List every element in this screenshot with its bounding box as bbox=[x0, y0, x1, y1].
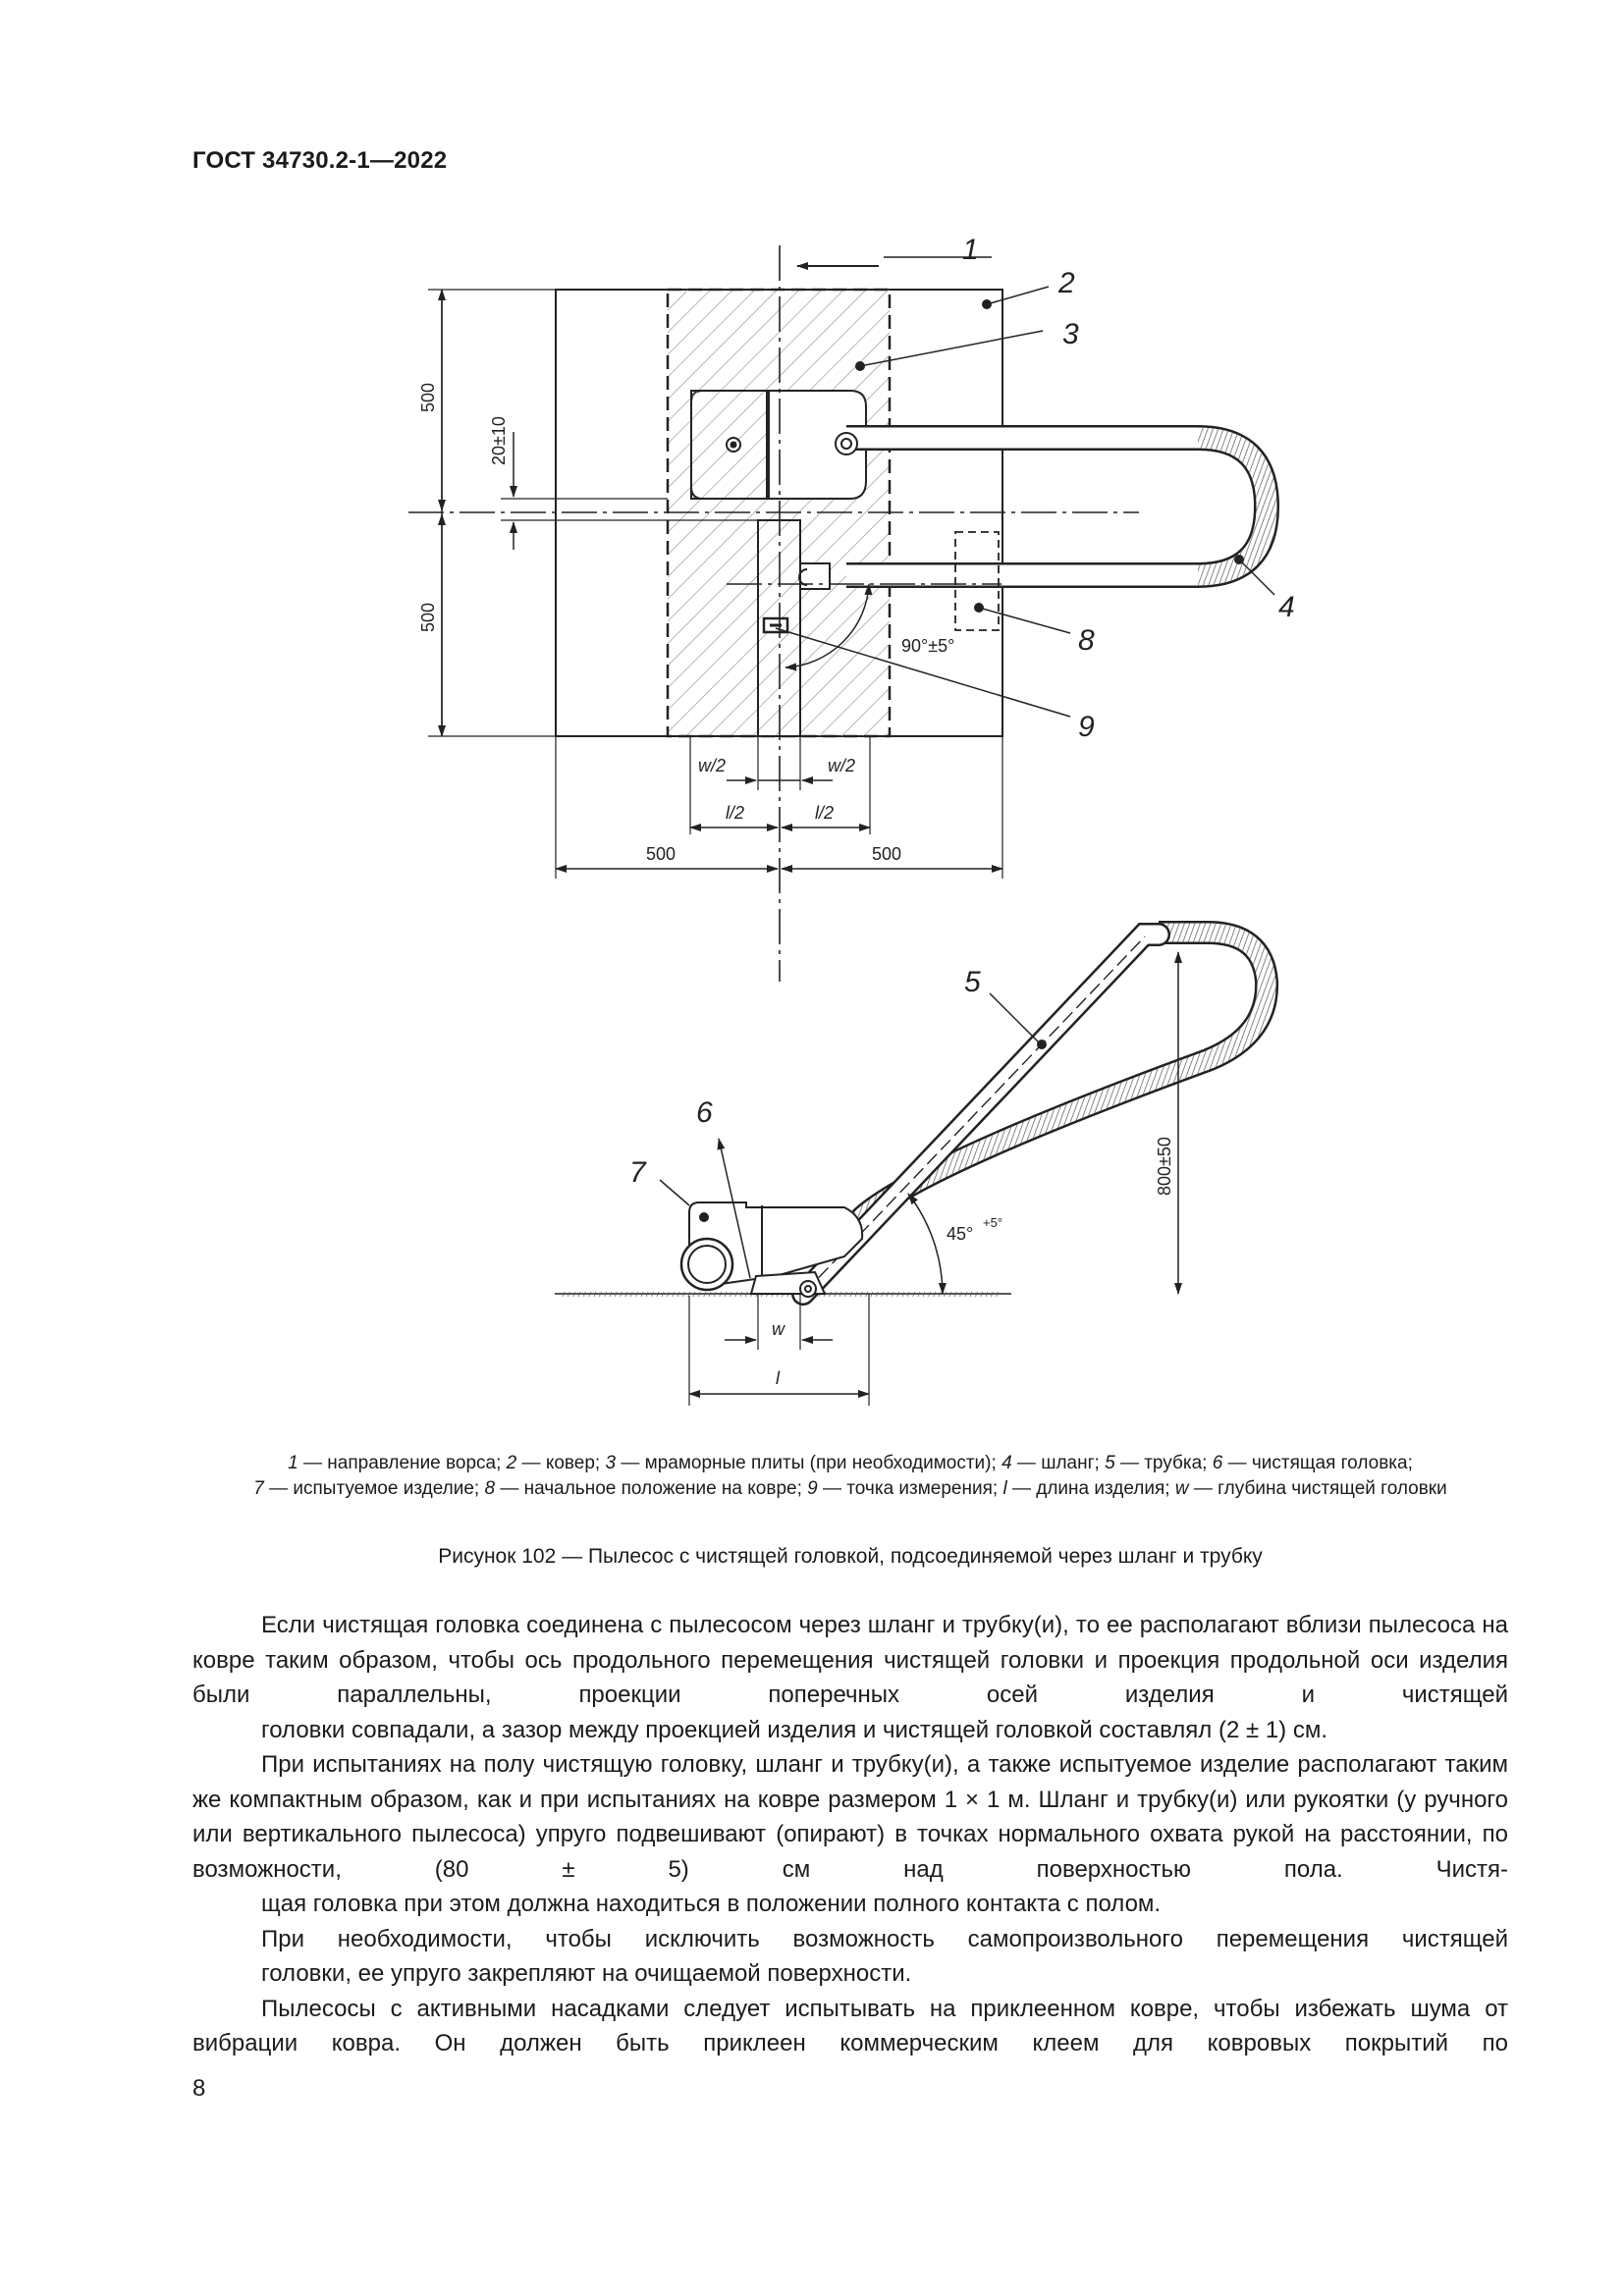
figure-102 bbox=[0, 226, 1624, 1443]
legend-key: 4 bbox=[1001, 1453, 1012, 1473]
dim-500-horizontal-right: 500 bbox=[872, 844, 902, 864]
legend-key: 9 bbox=[807, 1478, 818, 1499]
legend-text: начальное положение на ковре; bbox=[523, 1478, 802, 1499]
page-number: 8 bbox=[192, 2075, 206, 2102]
legend-key: 7 bbox=[253, 1478, 264, 1499]
angle-45-tolerance: +5° bbox=[983, 1215, 1003, 1230]
figure-legend bbox=[192, 1451, 1508, 1502]
legend-text: глубина чистящей головки bbox=[1218, 1478, 1447, 1499]
callout-7: 7 bbox=[629, 1156, 646, 1189]
dim-l-half-left: l/2 bbox=[726, 803, 745, 823]
legend-text: шланг; bbox=[1041, 1453, 1100, 1473]
legend-row-2: 7 — испытуемое изделие; 8 — начальное положение на ковре; 9 — точка измерения; l — длина изделия; w — глубина чистящей головки bbox=[253, 1478, 1447, 1499]
callout-3: 3 bbox=[1062, 318, 1079, 350]
angle-45: 45° bbox=[947, 1224, 974, 1244]
paragraph-3 bbox=[192, 1922, 1508, 1992]
legend-text: чистящая головка; bbox=[1251, 1453, 1413, 1473]
callout-6: 6 bbox=[696, 1096, 713, 1129]
legend-text: ковер; bbox=[545, 1453, 601, 1473]
legend-text: точка измерения; bbox=[846, 1478, 999, 1499]
dim-w: w bbox=[772, 1319, 785, 1339]
legend-key: w bbox=[1174, 1478, 1189, 1499]
callout-9: 9 bbox=[1078, 711, 1095, 743]
legend-key: 8 bbox=[484, 1478, 496, 1499]
dim-500-vertical-top: 500 bbox=[418, 382, 438, 412]
callout-1: 1 bbox=[962, 234, 979, 266]
dim-500-vertical-bottom: 500 bbox=[418, 602, 438, 632]
legend-key: l bbox=[1002, 1478, 1007, 1499]
dim-gap: 20±10 bbox=[489, 416, 509, 465]
paragraph-4 bbox=[192, 1992, 1508, 2061]
paragraph-2-last-line: щая головка при этом должна находиться в положении полного контакта с полом. bbox=[261, 1891, 1162, 1917]
paragraph-1 bbox=[192, 1608, 1508, 1747]
figure-caption: Рисунок 102 — Пылесос с чистящей головкой, подсоединяемой через шланг и трубку bbox=[438, 1545, 1263, 1568]
callout-5: 5 bbox=[964, 966, 981, 998]
callout-8: 8 bbox=[1078, 624, 1095, 657]
legend-text: длина изделия; bbox=[1036, 1478, 1170, 1499]
angle-90: 90°±5° bbox=[901, 636, 955, 656]
hose-top-view bbox=[846, 438, 1267, 575]
paragraph-2 bbox=[192, 1747, 1508, 1922]
paragraph-4-text: Пылесосы с активными насадками следует испытывать на приклеенном ковре, чтобы избежать шума от вибрации ковра. Он должен быть приклеен коммерческим клеем для ковровых покрытий по bbox=[192, 1995, 1508, 2056]
top-view bbox=[408, 245, 1274, 982]
legend-row-1: 1 — направление ворса; 2 — ковер; 3 — мраморные плиты (при необходимости); 4 — шланг; 5 — трубка; 6 — чистящая головка; bbox=[288, 1453, 1413, 1473]
legend-key: 1 bbox=[288, 1453, 298, 1473]
legend-key: 5 bbox=[1105, 1453, 1115, 1473]
callout-2: 2 bbox=[1058, 267, 1075, 299]
dim-w-half-right: w/2 bbox=[828, 756, 856, 775]
paragraph-1-text: Если чистящая головка соединена с пылесосом через шланг и трубку(и), то ее располагают вблизи пылесоса на ковре таким образом, чтобы ось продольного перемещения чистящей головки и проекция продольной оси изделия были параллельны, проекции поперечных осей изделия и чистящей bbox=[192, 1612, 1508, 1708]
paragraph-1-last-line: головки совпадали, а зазор между проекцией изделия и чистящей головкой составлял (2 ± 1) см. bbox=[261, 1716, 1327, 1743]
legend-text: испытуемое изделие; bbox=[293, 1478, 480, 1499]
callout-4: 4 bbox=[1278, 591, 1295, 623]
legend-text: мраморные плиты (при необходимости); bbox=[644, 1453, 997, 1473]
legend-key: 6 bbox=[1212, 1453, 1223, 1473]
dim-height-800: 800±50 bbox=[1155, 1137, 1174, 1196]
paragraph-2-text: При испытаниях на полу чистящую головку, шланг и трубку(и), а также испытуемое изделие располагают таким же компактным образом, как и при испытаниях на ковре размером 1 × 1 м. Шланг и трубку(и) или рукоятки (у ручного или вертикального пылесоса) упруго подвешивают (опирают) в точках нормального охвата рукой на расстоянии, по возможности, (80 ± 5) см над поверхностью пола. Чистя- bbox=[192, 1751, 1508, 1883]
legend-key: 2 bbox=[506, 1453, 517, 1473]
dim-l-half-right: l/2 bbox=[815, 803, 835, 823]
dim-l: l bbox=[776, 1368, 780, 1388]
document-header: ГОСТ 34730.2-1—2022 bbox=[192, 147, 448, 174]
body-text bbox=[192, 1608, 1508, 2061]
dim-w-half-left: w/2 bbox=[698, 756, 727, 775]
dim-500-horizontal-left: 500 bbox=[646, 844, 677, 864]
legend-text: направление ворса; bbox=[327, 1453, 502, 1473]
legend-text: трубка; bbox=[1144, 1453, 1208, 1473]
paragraph-3-last-line: головки, ее упруго закрепляют на очищаемой поверхности. bbox=[261, 1960, 912, 1987]
paragraph-3-text: При необходимости, чтобы исключить возможность самопроизвольного перемещения чистящей bbox=[261, 1925, 1508, 1952]
legend-key: 3 bbox=[605, 1453, 617, 1473]
